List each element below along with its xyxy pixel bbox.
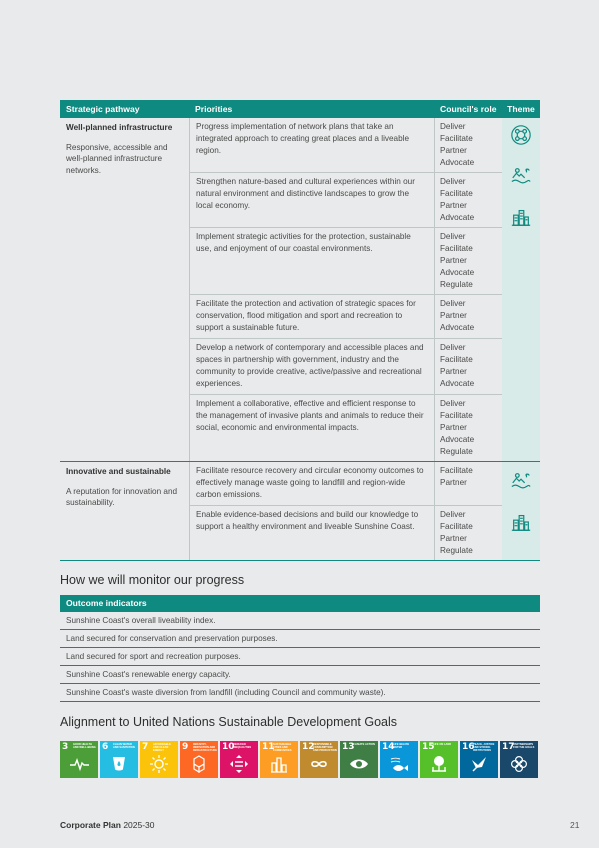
pathway-section [60,118,540,462]
outcome-list [60,612,540,702]
table-header [60,100,540,118]
sdg-goal-6 [100,741,138,778]
role-item: Deliver [440,122,466,131]
monitor-heading: How we will monitor our progress [60,573,245,587]
footer-title: Corporate Plan [60,820,121,830]
outcome-table [60,595,540,702]
sdg-goal-9 [180,741,218,778]
council-roles [435,339,502,394]
cubes-icon [189,754,209,774]
sdg-label: INDUSTRY, INNOVATION AND INFRASTRUCTURE [193,743,217,752]
priority-rows [189,118,502,461]
role-item: Partner [440,534,467,543]
outcome-header: Outcome indicators [60,595,540,612]
council-roles [435,118,502,172]
role-item: Deliver [440,232,466,241]
sun-icon [149,754,169,774]
council-roles [435,506,502,560]
outcome-item: Land secured for conservation and preservation purposes. [60,630,540,648]
sdg-number: 6 [102,742,109,752]
priorities-table [60,100,540,561]
infinity-icon [309,754,329,774]
header-pathway: Strategic pathway [66,104,140,114]
council-roles [435,462,502,505]
dove-icon [469,754,489,774]
council-roles [435,173,502,227]
role-item: Facilitate [440,466,473,475]
sdg-label: AFFORDABLE AND CLEAN ENERGY [153,743,171,752]
sdg-goal-13 [340,741,378,778]
outcome-item: Sunshine Coast's overall liveability index. [60,612,540,630]
role-item: Advocate [440,213,475,222]
table-row [189,339,502,395]
priority-text: Facilitate resource recovery and circular economy outcomes to effectively manage waste going to landfill and region-wide carbon emissions. [189,462,435,505]
tree-icon [429,754,449,774]
role-item: Deliver [440,510,466,519]
sdg-goal-15 [420,741,458,778]
sdg-label: SUSTAINABLE CITIES AND COMMUNITIES [273,743,292,752]
rings-icon [509,754,529,774]
role-item: Facilitate [440,355,473,364]
header-priorities: Priorities [195,104,233,114]
role-item: Partner [440,423,467,432]
city-icon [510,206,532,233]
eye-icon [349,754,369,774]
sdg-number: 7 [142,742,149,752]
sdg-goal-3 [60,741,98,778]
role-item: Partner [440,311,467,320]
sdg-label: CLEAN WATER AND SANITATION [113,743,135,749]
table-row [189,506,502,560]
priority-text: Implement a collaborative, effective and efficient response to the management of invasive plants and animals to reduce their social, economic and environmental impacts. [189,395,435,461]
sdg-tiles [60,741,538,778]
outcome-item: Land secured for sport and recreation purposes. [60,648,540,666]
role-item: Regulate [440,447,473,456]
outcome-item: Sunshine Coast's waste diversion from landfill (including Council and community waste). [60,684,540,702]
sdg-number: 11 [262,742,275,752]
role-item: Deliver [440,343,466,352]
pathway-cell [60,118,189,461]
fish-icon [389,754,409,774]
role-item: Advocate [440,323,475,332]
pathway-title: Well-planned infrastructure [66,123,173,132]
outcome-item: Sunshine Coast's renewable energy capacity. [60,666,540,684]
role-item: Facilitate [440,134,473,143]
sdg-number: 10 [222,742,235,752]
priority-text: Strengthen nature-based and cultural experiences within our natural environment and distinctive landscapes to grow the local economy. [189,173,435,227]
sdg-heading: Alignment to United Nations Sustainable Development Goals [60,715,397,729]
pathway-title: Innovative and sustainable [66,467,171,476]
role-item: Advocate [440,379,475,388]
role-item: Partner [440,367,467,376]
priority-text: Progress implementation of network plans that take an integrated approach to creating great places and a liveable region. [189,118,435,172]
council-roles [435,295,502,338]
sdg-label: PARTNERSHIPS FOR THE GOALS [513,743,535,749]
role-item: Facilitate [440,411,473,420]
sdg-label: LIFE BELOW WATER [393,743,409,749]
city-icon [510,511,532,538]
city-icon [269,754,289,774]
role-item: Regulate [440,546,473,555]
sdg-goal-11 [260,741,298,778]
heartbeat-icon [69,754,89,774]
sdg-number: 3 [62,742,69,752]
table-row [189,173,502,228]
role-item: Partner [440,256,467,265]
role-item: Partner [440,146,467,155]
pathway-section [60,462,540,561]
pathway-cell [60,462,189,560]
table-row [189,395,502,461]
role-item: Regulate [440,280,473,289]
role-item: Partner [440,201,467,210]
sdg-number: 14 [382,742,395,752]
priority-text: Facilitate the protection and activation of strategic spaces for conservation, flood mitigation and sport and recreation to support a sustainable future. [189,295,435,338]
priority-text: Enable evidence-based decisions and build our knowledge to support a healthy environment and liveable Sunshine Coast. [189,506,435,560]
role-item: Deliver [440,177,466,186]
sdg-goal-14 [380,741,418,778]
sdg-number: 13 [342,742,355,752]
sdg-label: LIFE ON LAND [433,743,452,746]
role-item: Advocate [440,268,475,277]
role-item: Advocate [440,158,475,167]
pathway-description: A reputation for innovation and sustainability. [66,486,178,507]
landscape-icon [510,165,532,192]
sdg-number: 15 [422,742,435,752]
table-row [189,228,502,295]
priority-text: Develop a network of contemporary and accessible places and spaces in partnership with government, industry and the community to provide creative, active/passive and recreational experiences. [189,339,435,394]
sdg-number: 17 [502,742,515,752]
sdg-label: CLIMATE ACTION [353,743,375,746]
role-item: Facilitate [440,522,473,531]
table-row [189,295,502,339]
sdg-goal-17 [500,741,538,778]
sdg-number: 12 [302,742,315,752]
sdg-number: 9 [182,742,189,752]
priority-text: Implement strategic activities for the protection, sustainable use, and enjoyment of our coastal environments. [189,228,435,294]
sdg-goal-12 [300,741,338,778]
priority-rows [189,462,502,560]
sdg-goal-16 [460,741,498,778]
landscape-icon [510,470,532,497]
sdg-label: GOOD HEALTH AND WELL-BEING [73,743,96,749]
sdg-label: PEACE, JUSTICE AND STRONG INSTITUTIONS [473,743,495,752]
header-role: Council's role [440,104,497,114]
role-item: Facilitate [440,244,473,253]
sdg-goal-7 [140,741,178,778]
page-number: 21 [570,820,580,830]
water-icon [109,754,129,774]
role-item: Deliver [440,399,466,408]
equality-icon [229,754,249,774]
sdg-label: RESPONSIBLE CONSUMPTION AND PRODUCTION [313,743,337,752]
people-network-icon [510,124,532,151]
sdg-label: REDUCED INEQUALITIES [233,743,252,749]
table-body [60,118,540,561]
council-roles [435,395,502,461]
role-item: Facilitate [440,189,473,198]
table-row [189,462,502,506]
header-theme: Theme [507,104,535,114]
theme-cell [502,462,540,560]
role-item: Advocate [440,435,475,444]
sdg-number: 16 [462,742,475,752]
role-item: Deliver [440,299,466,308]
footer-years: 2025-30 [123,820,155,830]
sdg-goal-10 [220,741,258,778]
footer [60,820,155,830]
role-item: Partner [440,478,467,487]
council-roles [435,228,502,294]
table-row [189,118,502,173]
pathway-description: Responsive, accessible and well-planned infrastructure networks. [66,142,168,175]
theme-cell [502,118,540,461]
